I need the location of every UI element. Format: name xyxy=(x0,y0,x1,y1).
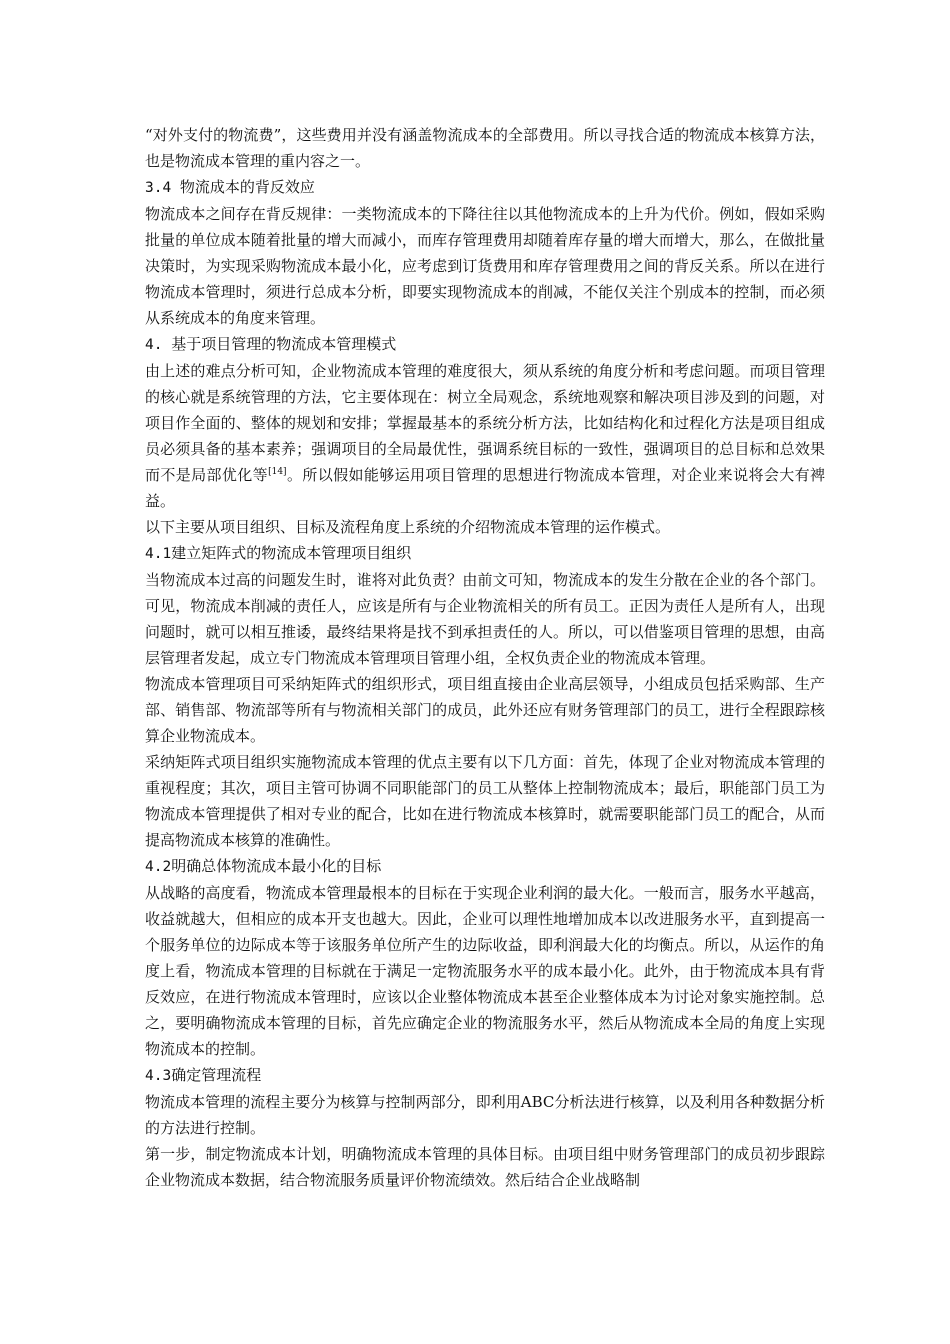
section-number: 4.1 xyxy=(145,546,172,562)
paragraph-4-1-b: 物流成本管理项目可采纳矩阵式的组织形式，项目组直接由企业高层领导，小组成员包括采购部、生产部、销售部、物流部等所有与物流相关部门的成员，此外还应有财务管理部门的员工，进行全程跟踪核算企业物流成本。 xyxy=(145,675,825,745)
section-number: 4.3 xyxy=(145,1068,172,1084)
paragraph-4-3-a: 物流成本管理的流程主要分为核算与控制两部分，即利用ABC分析法进行核算，以及利用各种数据分析的方法进行控制。 xyxy=(145,1093,825,1137)
paragraph-4-2: 从战略的高度看，物流成本管理最根本的目标在于实现企业利润的最大化。一般而言，服务水平越高，收益就越大，但相应的成本开支也越大。因此，企业可以理性地增加成本以改进服务水平，直到提高一个服务单位的边际成本等于该服务单位所产生的边际收益，即利润最大化的均衡点。所以，从运作的角度上看，物流成本管理的目标就在于满足一定物流服务水平的成本最小化。此外，由于物流成本具有背反效应，在进行物流成本管理时，应该以企业整体物流成本甚至企业整体成本为讨论对象实施控制。总之，要明确物流成本管理的目标，首先应确定企业的物流服务水平，然后从物流成本全局的角度上实现物流成本的控制。 xyxy=(145,884,825,1058)
paragraph-4-b: 以下主要从项目组织、目标及流程角度上系统的介绍物流成本管理的运作模式。 xyxy=(145,518,671,536)
section-number: 4. xyxy=(145,337,172,353)
section-title: 确定管理流程 xyxy=(171,1066,262,1084)
paragraph-text-tail: 。所以假如能够运用项目管理的思想进行物流成本管理，对企业来说将会大有裨益。 xyxy=(145,466,825,510)
document-body xyxy=(145,122,825,1193)
paragraph-text: 由上述的难点分析可知，企业物流成本管理的难度很大，须从系统的角度分析和考虑问题。而项目管理的核心就是系统管理的方法，它主要体现在：树立全局观念，系统地观察和解决项目涉及到的问题，对项目作全面的、整体的规划和安排；掌握最基本的系统分析方法，比如结构化和过程化方法是项目组成员必须具备的基本素养；强调项目的全局最优性，强调系统目标的一致性，强调项目的总目标和总效果而不是局部优化等 xyxy=(145,362,825,484)
section-title: 基于项目管理的物流成本管理模式 xyxy=(171,335,397,353)
paragraph-4-1-a: 当物流成本过高的问题发生时，谁将对此负责？由前文可知，物流成本的发生分散在企业的各个部门。可见，物流成本削减的责任人，应该是所有与企业物流相关的所有员工。正因为责任人是所有人，出现问题时，就可以相互推诿，最终结果将是找不到承担责任的人。所以，可以借鉴项目管理的思想，由高层管理者发起，成立专门物流成本管理项目管理小组，全权负责企业的物流成本管理。 xyxy=(145,571,825,667)
paragraph-3-4: 物流成本之间存在背反规律：一类物流成本的下降往往以其他物流成本的上升为代价。例如，假如采购批量的单位成本随着批量的增大而减小，而库存管理费用却随着库存量的增大而增大，那么，在做批量决策时，为实现采购物流成本最小化，应考虑到订货费用和库存管理费用之间的背反关系。所以在进行物流成本管理时，须进行总成本分析，即要实现物流成本的削减，不能仅关注个别成本的控制，而必须从系统成本的角度来管理。 xyxy=(145,205,825,327)
paragraph-4-3-b: 第一步，制定物流成本计划，明确物流成本管理的具体目标。由项目组中财务管理部门的成员初步跟踪企业物流成本数据，结合物流服务质量评价物流绩效。然后结合企业战略制 xyxy=(145,1145,825,1189)
section-heading-4-3 xyxy=(145,1062,825,1089)
section-heading-4-1 xyxy=(145,540,825,567)
section-number: 3.4 xyxy=(145,180,180,196)
paragraph-4-1-c: 采纳矩阵式项目组织实施物流成本管理的优点主要有以下几方面：首先，体现了企业对物流成本管理的重视程度；其次，项目主管可协调不同职能部门的员工从整体上控制物流成本；最后，职能部门员工为物流成本管理提供了相对专业的配合，比如在进行物流成本核算时，就需要职能部门员工的配合，从而提高物流成本核算的准确性。 xyxy=(145,753,825,849)
section-number: 4.2 xyxy=(145,859,172,875)
section-heading-4-2 xyxy=(145,853,825,880)
citation-ref: [14] xyxy=(268,467,287,477)
section-heading-4 xyxy=(145,331,825,358)
section-title: 建立矩阵式的物流成本管理项目组织 xyxy=(171,544,412,562)
section-title: 物流成本的背反效应 xyxy=(179,178,315,196)
section-title: 明确总体物流成本最小化的目标 xyxy=(171,857,382,875)
section-heading-3-4 xyxy=(145,174,825,201)
paragraph-4-a xyxy=(145,358,825,514)
paragraph-intro: “对外支付的物流费”，这些费用并没有涵盖物流成本的全部费用。所以寻找合适的物流成本核算方法，也是物流成本管理的重内容之一。 xyxy=(145,126,825,170)
